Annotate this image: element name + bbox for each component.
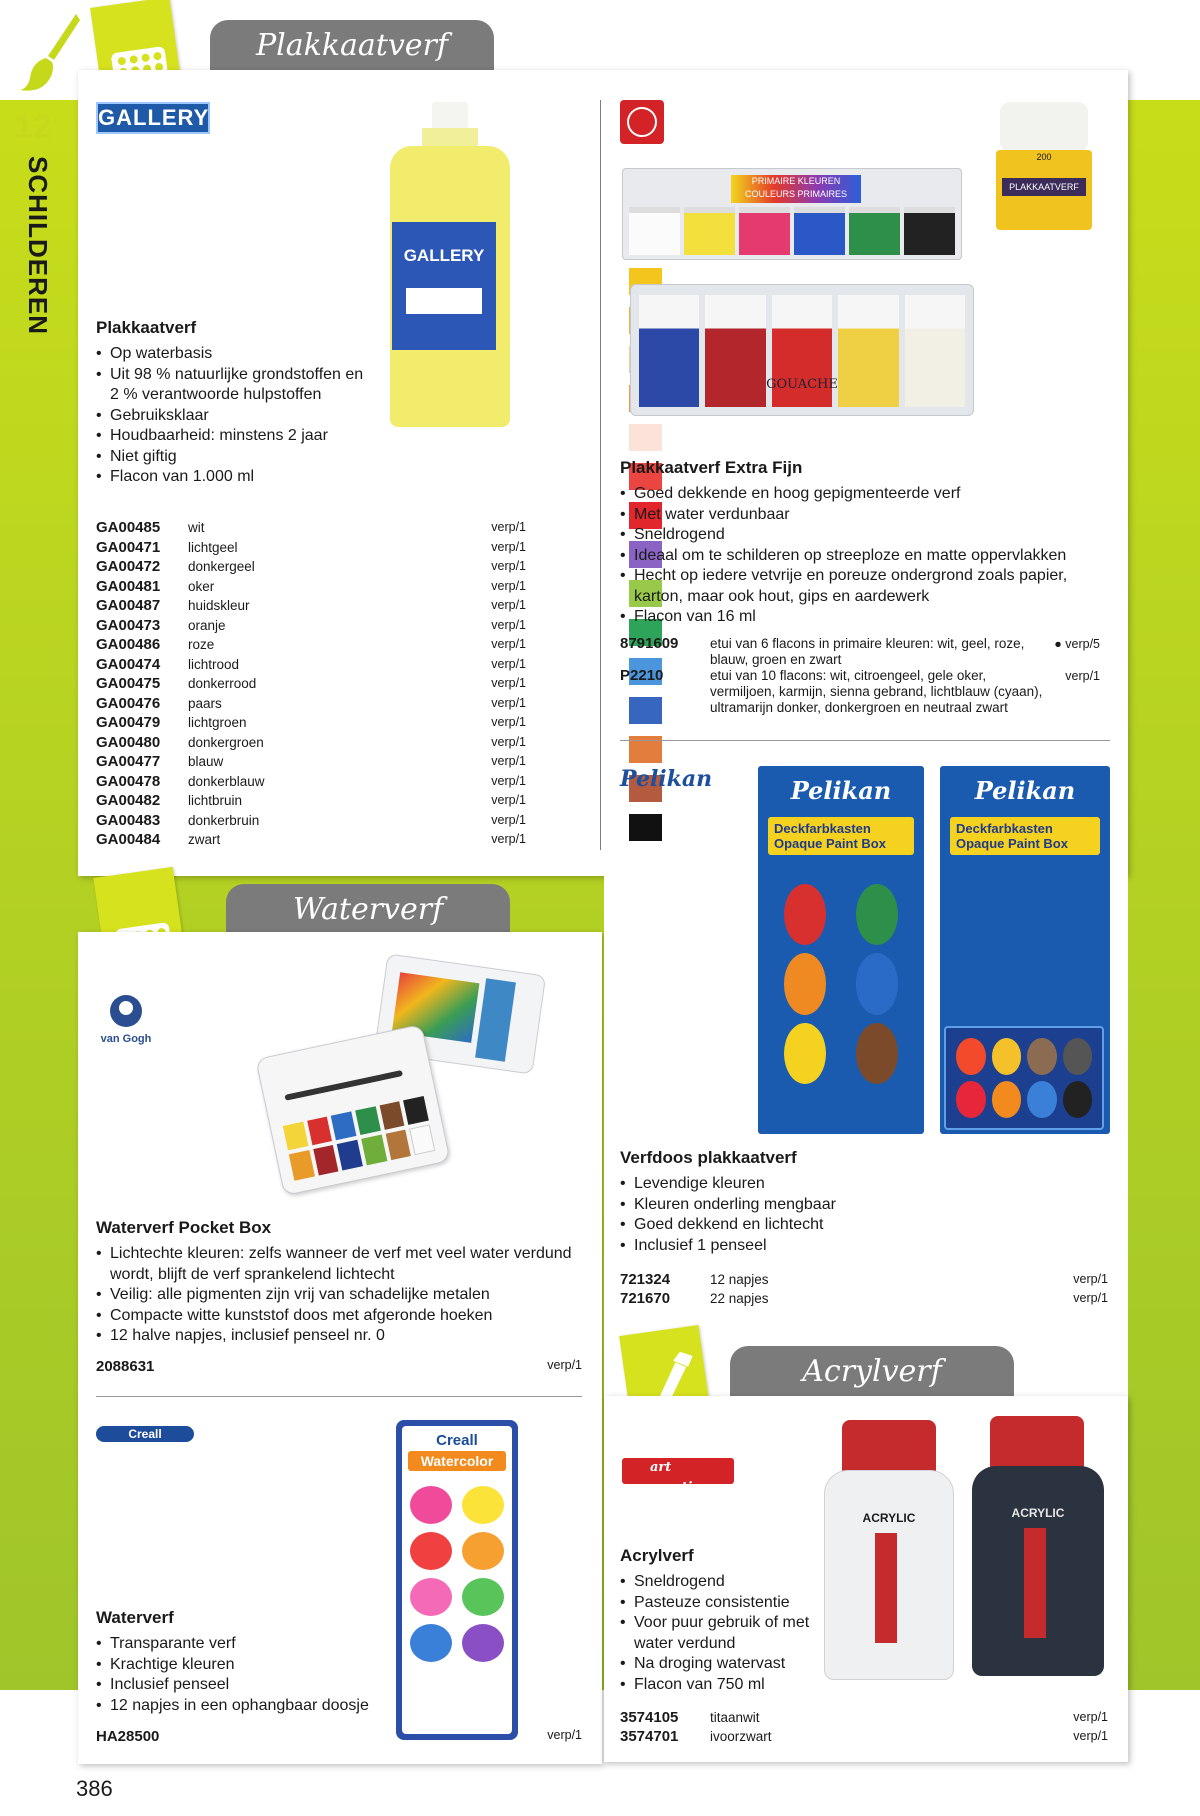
bottle-label: ACRYLIC (1011, 1506, 1065, 1520)
talens-bullets (620, 484, 1100, 628)
product-desc: donkerrood (188, 676, 257, 691)
product-desc: lichtgeel (188, 539, 238, 555)
box-title: Pelikan (790, 776, 892, 805)
logo-text: van Gogh (100, 1033, 152, 1045)
bullet: • Gebruiksklaar (96, 406, 366, 427)
product-code: GA00471 (96, 538, 161, 556)
bullet: • Flacon van 750 ml (620, 1675, 820, 1696)
table-row (96, 713, 526, 733)
product-desc: lichtrood (188, 656, 240, 672)
box-subtitle: Opaque Paint Box (956, 836, 1068, 851)
table-row (620, 1270, 1108, 1289)
box-title: Watercolor (408, 1451, 506, 1471)
gallery-code-table (96, 518, 526, 850)
bullet: • Na droging watervast (620, 1654, 820, 1675)
product-code: GA00479 (96, 714, 161, 731)
product-unit: verp/1 (491, 793, 526, 807)
product-code: GA00481 (96, 577, 161, 595)
vangogh-bullets (96, 1244, 586, 1347)
section-tab-acrylverf: Acrylverf (730, 1346, 1014, 1400)
product-desc: wit (188, 520, 205, 535)
product-code: GA00473 (96, 616, 161, 634)
product-code: GA00484 (96, 831, 161, 848)
creall-logo: Creall (96, 1426, 194, 1442)
bullet: • Houdbaarheid: minstens 2 jaar (96, 426, 366, 447)
product-desc: donkerbruin (188, 812, 260, 828)
creall-code-table (96, 1728, 582, 1745)
bullet: • Niet giftig (96, 447, 366, 468)
product-desc: donkergroen (188, 734, 264, 750)
table-row (96, 694, 526, 714)
bullet: • Krachtige kleuren (96, 1655, 376, 1676)
acryl-white-bottle-image (824, 1420, 954, 1680)
table-row (620, 1727, 1108, 1746)
bullet: • Inclusief 1 penseel (620, 1236, 1100, 1257)
product-code: GA00476 (96, 694, 161, 712)
product-code: GA00487 (96, 597, 161, 614)
product-unit: verp/1 (1073, 1729, 1108, 1743)
bullet: • Flacon van 16 ml (620, 607, 1100, 628)
bullet-dot-icon: ● (1054, 637, 1066, 651)
chapter-number: 12 (14, 108, 52, 146)
bullet: • 12 halve napjes, inclusief penseel nr. 0 (96, 1326, 586, 1347)
talens-primary-box-image (622, 168, 962, 260)
vangogh-pocket-box-image (268, 954, 558, 1194)
product-unit: verp/1 (491, 559, 526, 573)
product-unit: ● verp/5 (1054, 637, 1100, 651)
gallery-logo: GALLERY (96, 102, 210, 134)
product-unit: verp/1 (1073, 1291, 1108, 1305)
product-desc: oker (188, 578, 215, 594)
pelikan-22-box-image (940, 766, 1110, 1134)
product-desc: donkerblauw (188, 773, 265, 789)
product-unit: verp/1 (491, 773, 526, 788)
bullet: • Compacte witte kunststof doos met afgeronde hoeken (96, 1306, 586, 1327)
table-row (96, 674, 526, 694)
divider (96, 1396, 582, 1397)
table-row (96, 655, 526, 675)
product-unit: verp/1 (491, 695, 526, 710)
creall-title: Waterverf (96, 1608, 174, 1627)
panel-top (78, 70, 1128, 876)
box-brand: Creall (436, 1432, 478, 1449)
bullet: • 12 napjes in een ophangbaar doosje (96, 1696, 376, 1717)
product-unit: verp/1 (491, 676, 526, 690)
product-code: GA00475 (96, 675, 161, 692)
bullet: • Transparante verf (96, 1634, 376, 1655)
bullet: • Veilig: alle pigmenten zijn vrij van schadelijke metalen (96, 1285, 586, 1306)
product-code: 3574105 (620, 1709, 679, 1726)
product-code: GA00478 (96, 772, 161, 790)
table-row (96, 830, 526, 850)
gallery-bullets (96, 344, 366, 488)
product-unit: verp/1 (491, 832, 526, 846)
table-row (96, 518, 526, 538)
box-subtitle: Deckfarbkasten (956, 821, 1053, 836)
product-code: P2210 (620, 667, 664, 684)
bullet: • Goed dekkend en lichtecht (620, 1215, 1100, 1236)
table-row (620, 668, 1100, 716)
product-unit: verp/1 (1065, 669, 1100, 683)
table-row (96, 635, 526, 655)
product-unit: verp/1 (547, 1728, 582, 1742)
product-code: GA00474 (96, 655, 161, 673)
table-row (96, 791, 526, 811)
panel-pelikan (604, 776, 1128, 1396)
color-swatch (629, 814, 662, 841)
section-tab-waterverf: Waterverf (226, 884, 510, 938)
chapter-name: SCHILDEREN (23, 156, 53, 336)
bullet: • Lichtechte kleuren: zelfs wanneer de verf met veel water verdund wordt, blijft de verf sprankelend lichtecht (96, 1244, 586, 1285)
table-row (96, 772, 526, 792)
section-tab-plakkaatverf: Plakkaatverf (210, 20, 494, 74)
table-row (96, 752, 526, 772)
box-subtitle: Opaque Paint Box (774, 836, 886, 851)
product-code: 721324 (620, 1271, 671, 1288)
pelikan-logo: Pelikan (620, 766, 713, 792)
acryl-code-table (620, 1708, 1108, 1746)
table-row (96, 557, 526, 577)
pelikan-code-table (620, 1270, 1108, 1308)
box-label: PRIMAIRE KLEUREN (751, 176, 841, 186)
bullet: • Levendige kleuren (620, 1174, 1100, 1195)
product-unit: verp/1 (491, 715, 526, 729)
product-unit: verp/1 (1073, 1710, 1108, 1724)
table-row (96, 577, 526, 597)
bullet: • Inclusief penseel (96, 1675, 376, 1696)
table-row (96, 538, 526, 558)
product-unit: verp/1 (491, 637, 526, 651)
product-desc: etui van 10 flacons: wit, citroengeel, gele oker, vermiljoen, karmijn, sienna gebrand, lichtblauw (cyaan), ultramarijn donker, donkergroen en neutraal zwart (710, 668, 1043, 715)
product-unit: verp/1 (547, 1358, 582, 1372)
pelikan-title: Verfdoos plakkaatverf (620, 1148, 797, 1167)
product-unit: verp/1 (491, 539, 526, 554)
product-code: 3574701 (620, 1728, 679, 1745)
talens-single-jar-image (996, 102, 1092, 230)
product-desc: roze (188, 637, 215, 652)
product-code: GA00486 (96, 636, 161, 653)
vangogh-logo (96, 994, 156, 1045)
creall-bullets (96, 1634, 376, 1716)
bullet: • Op waterbasis (96, 344, 366, 365)
bullet: • Pasteuze consistentie (620, 1593, 820, 1614)
product-code: GA00482 (96, 792, 161, 809)
product-desc: paars (188, 695, 222, 711)
gallery-bottle-image (390, 102, 510, 427)
gallery-title: Plakkaatverf (96, 318, 197, 337)
bottle-label: ACRYLIC (862, 1511, 916, 1525)
product-code: 2088631 (96, 1358, 155, 1375)
panel-acryl (604, 1396, 1128, 1762)
product-unit: verp/1 (1073, 1272, 1108, 1286)
acryl-bullets (620, 1572, 820, 1695)
jar-number: 200 (1036, 152, 1052, 162)
product-desc: huidskleur (188, 598, 250, 613)
table-row (96, 1728, 582, 1745)
pelikan-bullets (620, 1174, 1100, 1256)
talens-logo (620, 100, 664, 144)
product-desc: donkergeel (188, 559, 255, 574)
product-code: 721670 (620, 1290, 671, 1307)
bullet: • Kleuren onderling mengbaar (620, 1195, 1100, 1216)
bullet: • Sneldrogend (620, 525, 1100, 546)
acryl-title: Acrylverf (620, 1546, 694, 1565)
product-desc: oranje (188, 617, 226, 633)
product-desc: lichtgroen (188, 715, 247, 730)
jar-label: GOUACHE (766, 377, 838, 392)
bullet: • Flacon van 1.000 ml (96, 467, 366, 488)
product-unit: verp/1 (491, 754, 526, 768)
table-row (96, 733, 526, 753)
bullet: • Hecht op iedere vetvrije en poreuze ondergrond zoals papier, karton, maar ook hout, gips en aardewerk (620, 566, 1100, 607)
vangogh-title: Waterverf Pocket Box (96, 1218, 272, 1237)
product-unit: verp/1 (491, 734, 526, 749)
talens-gouache-box-image (630, 284, 974, 416)
product-code: GA00485 (96, 519, 161, 536)
acryl-black-bottle-image (972, 1416, 1104, 1676)
product-desc: 22 napjes (710, 1291, 769, 1306)
product-desc: 12 napjes (710, 1272, 769, 1287)
talens-title: Plakkaatverf Extra Fijn (620, 458, 803, 477)
product-code: GA00483 (96, 811, 161, 829)
product-unit: verp/1 (491, 656, 526, 671)
product-desc: titaanwit (710, 1710, 760, 1725)
color-swatch (629, 424, 662, 451)
paintbrush-icon (18, 12, 80, 92)
bottle-brand: GALLERY (403, 246, 485, 265)
jar-label: PLAKKAATVERF (1002, 178, 1086, 196)
table-row (96, 1358, 582, 1375)
bullet: • Met water verdunbaar (620, 505, 1100, 526)
product-unit: verp/1 (491, 812, 526, 827)
product-code: GA00480 (96, 733, 161, 751)
bullet: • Voor puur gebruik of met water verdund (620, 1613, 820, 1654)
table-row (96, 596, 526, 616)
pelikan-12-box-image (758, 766, 924, 1134)
product-desc: zwart (188, 832, 221, 847)
box-subtitle: Deckfarbkasten (774, 821, 871, 836)
table-row (96, 811, 526, 831)
vangogh-code-table (96, 1358, 582, 1375)
box-label: COULEURS PRIMAIRES (744, 189, 848, 199)
product-desc: etui van 6 flacons in primaire kleuren: wit, geel, roze, blauw, groen en zwart (710, 636, 1025, 667)
product-code: GA00472 (96, 558, 161, 575)
product-desc: ivoorzwart (710, 1729, 772, 1744)
product-code: 8791609 (620, 635, 679, 652)
creall-watercolor-image (396, 1420, 518, 1740)
box-title: Pelikan (974, 776, 1076, 805)
product-unit: verp/1 (491, 578, 526, 593)
table-row (620, 1708, 1108, 1727)
product-code: GA00477 (96, 753, 161, 770)
product-unit: verp/1 (491, 617, 526, 632)
table-row (620, 1289, 1108, 1308)
product-code: HA28500 (96, 1728, 160, 1745)
bullet: • Sneldrogend (620, 1572, 820, 1593)
vangogh-portrait-icon (109, 994, 143, 1028)
table-row (96, 616, 526, 636)
talens-code-table (620, 636, 1100, 716)
product-desc: lichtbruin (188, 793, 243, 808)
bullet: • Ideaal om te schilderen op streeploze en matte oppervlakken (620, 546, 1100, 567)
divider (620, 740, 1110, 741)
product-unit: verp/1 (491, 520, 526, 534)
panel-vangogh (78, 932, 602, 1764)
product-unit: verp/1 (491, 598, 526, 612)
bullet: • Goed dekkende en hoog gepigmenteerde verf (620, 484, 1100, 505)
product-desc: blauw (188, 754, 224, 769)
art-creation-logo: art creation (622, 1458, 734, 1484)
table-row (620, 636, 1100, 668)
bullet: • Uit 98 % natuurlijke grondstoffen en 2 % verantwoorde hulpstoffen (96, 365, 366, 406)
page-number: 386 (76, 1776, 113, 1801)
